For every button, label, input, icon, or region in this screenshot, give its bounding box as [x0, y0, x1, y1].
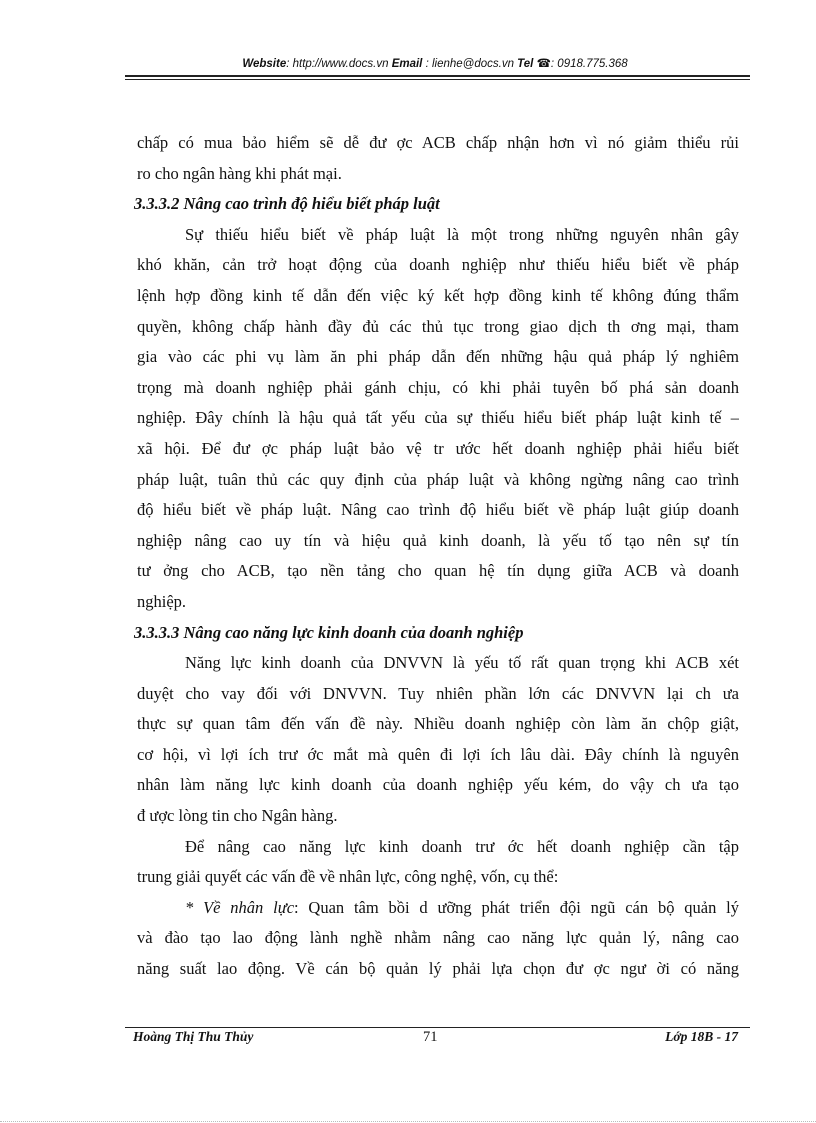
page-bottom-edge: [0, 1121, 816, 1122]
paragraph-line: Sự thiếu hiểu biết về pháp luật là một trong những nguyên nhân gây: [185, 224, 739, 244]
paragraph-line: trọng mà doanh nghiệp phải gánh chịu, có khi phải tuyên bố phá sản doanh: [137, 377, 739, 397]
paragraph-line: Năng lực kinh doanh của DNVVN là yếu tố rất quan trọng khi ACB xét: [185, 653, 739, 673]
paragraph-line: nghiệp. Đây chính là hậu quả tất yếu của sự thiếu hiểu biết pháp luật kinh tế –: [137, 408, 739, 428]
paragraph-line: lệnh hợp đồng kinh tế dẫn đến việc ký kết hợp đồng kinh tế không đúng thẩm: [137, 285, 739, 305]
page-header: [125, 56, 745, 70]
paragraph-line: nhân làm năng lực kinh doanh của doanh nghiệp yếu kém, do vậy ch ưa tạo: [137, 775, 739, 795]
paragraph-line: xã hội. Để đư ợc pháp luật bảo vệ tr ước hết doanh nghiệp phải hiểu biết: [137, 438, 739, 458]
email-label: Email: [391, 58, 423, 70]
email-value: : lienhe@docs.vn: [425, 58, 514, 70]
header-rule-thin: [125, 79, 750, 80]
paragraph-line: chấp có mua bảo hiểm sẽ dễ đư ợc ACB chấp nhận hơn vì nó giảm thiểu rủi: [137, 133, 739, 152]
paragraph-line: ro cho ngân hàng khi phát mại.: [137, 163, 342, 183]
paragraph-line: độ hiểu biết về pháp luật. Nâng cao trình độ hiểu biết về pháp luật giúp doanh: [137, 500, 739, 520]
page-footer: [133, 1029, 738, 1049]
paragraph-line: Để nâng cao năng lực kinh doanh trư ớc hết doanh nghiệp cần tập: [185, 836, 739, 856]
paragraph-line: đ ược lòng tin cho Ngân hàng.: [137, 806, 338, 826]
footer-author: Hoàng Thị Thu Thủy: [133, 1029, 254, 1044]
paragraph-line: nghiệp nâng cao uy tín và hiệu quả kinh doanh, là yếu tố tạo nên sự tín: [137, 530, 739, 550]
paragraph-line: gia vào các phi vụ làm ăn phi pháp dẫn đến những hậu quả pháp lý nghiêm: [137, 347, 739, 367]
document-body: [134, 128, 739, 985]
tel-value: : 0918.775.368: [550, 58, 628, 70]
paragraph-line: thực sự quan tâm đến vấn đề này. Nhiều doanh nghiệp còn làm ăn chộp giật,: [137, 714, 739, 734]
paragraph-line: quyền, không chấp hành đầy đủ các thủ tục trong giao dịch th ơng mại, tham: [137, 316, 739, 336]
paragraph-line: trung giải quyết các vấn đề về nhân lực, công nghệ, vốn, cụ thể:: [137, 867, 559, 887]
footer-class: Lớp 18B - 17: [665, 1029, 738, 1044]
nhan-luc-label: * Về nhân lực: [185, 897, 295, 917]
paragraph-line: tư ởng cho ACB, tạo nền tảng cho quan hệ tín dụng giữa ACB và doanh: [137, 561, 739, 581]
paragraph-line: nghiệp.: [137, 591, 187, 611]
section-heading: 3.3.3.2 Nâng cao trình độ hiểu biết pháp luật: [134, 194, 440, 214]
website-label: Website: [242, 58, 287, 70]
phone-icon: ☎: [536, 58, 551, 70]
paragraph-line: khó khăn, cản trở hoạt động của doanh nghiệp như thiếu hiểu biết về pháp: [137, 255, 739, 275]
footer-rule: [125, 1027, 750, 1028]
paragraph-line: [137, 893, 739, 924]
website-value: : http://www.docs.vn: [286, 58, 389, 70]
paragraph-line: và đào tạo lao động lành nghề nhằm nâng cao năng lực quản lý, nâng cao: [137, 928, 739, 948]
nhan-luc-text: : Quan tâm bồi d ưỡng phát triển đội ngũ cán bộ quản lý: [294, 897, 739, 917]
header-rule-thick: [125, 75, 750, 77]
paragraph-line: cơ hội, vì lợi ích trư ớc mắt mà quên đi lợi ích lâu dài. Đây chính là nguyên: [137, 744, 739, 764]
paragraph-line: pháp luật, tuân thủ các quy định của pháp luật và không ngừng nâng cao trình: [137, 469, 739, 489]
section-heading: 3.3.3.3 Nâng cao năng lực kinh doanh của doanh nghiệp: [134, 622, 524, 642]
page-number: 71: [423, 1029, 438, 1045]
paragraph-line: năng suất lao động. Về cán bộ quản lý phải lựa chọn đư ợc ngư ời có năng: [137, 959, 739, 979]
tel-label: Tel: [517, 58, 534, 70]
paragraph-line: duyệt cho vay đối với DNVVN. Tuy nhiên phần lớn các DNVVN lại ch ưa: [137, 683, 739, 703]
